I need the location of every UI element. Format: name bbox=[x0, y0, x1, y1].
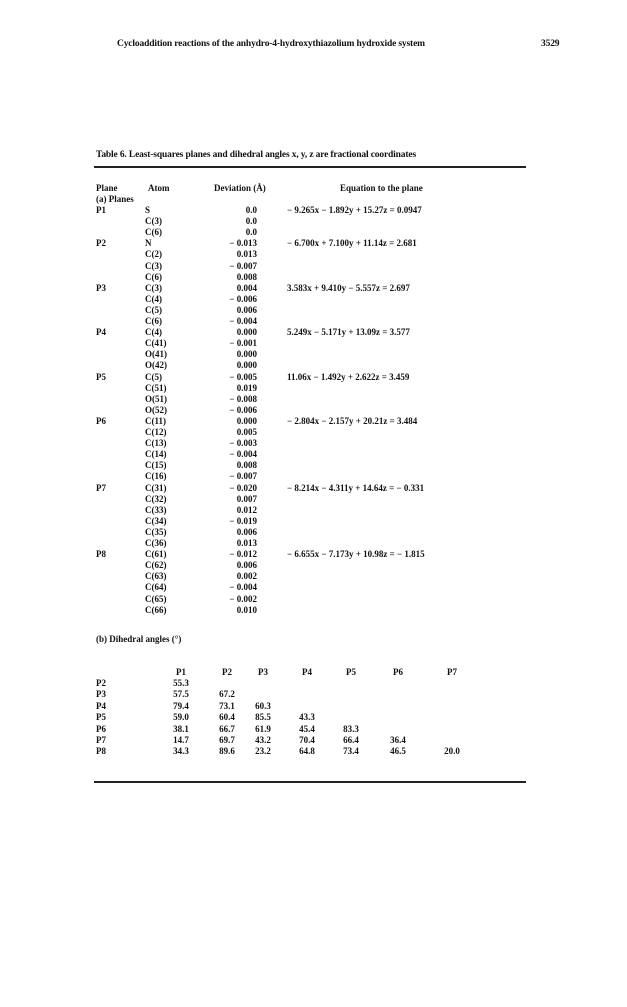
atom-label: C(3) bbox=[145, 216, 162, 227]
atom-label: O(41) bbox=[145, 349, 167, 360]
deviation-value: − 0.005 bbox=[229, 371, 257, 382]
plane-label: P7 bbox=[96, 482, 106, 493]
deviation-value: − 0.004 bbox=[229, 449, 257, 460]
deviation-value: 0.019 bbox=[236, 382, 257, 393]
table-bottom-rule bbox=[94, 781, 526, 783]
header-equation: Equation to the plane bbox=[340, 183, 423, 193]
plane-equation: − 6.700x + 7.100y + 11.14z = 2.681 bbox=[287, 238, 417, 249]
dihedral-angle-value: 43.3 bbox=[299, 712, 315, 723]
dihedral-row-label: P3 bbox=[96, 689, 106, 700]
header-deviation: Deviation (Å) bbox=[214, 183, 266, 193]
atom-label: C(6) bbox=[145, 316, 162, 326]
atom-label: O(52) bbox=[145, 404, 167, 415]
atom-label: C(63) bbox=[145, 571, 167, 582]
dihedral-angle-value: 55.3 bbox=[173, 678, 189, 688]
deviation-value: 0.000 bbox=[236, 327, 257, 338]
atom-label: C(16) bbox=[145, 471, 167, 482]
deviation-value: 0.004 bbox=[236, 282, 257, 293]
dihedral-angle-value: 20.0 bbox=[444, 746, 460, 757]
plane-label: P4 bbox=[96, 327, 106, 338]
dihedral-column-header: P3 bbox=[258, 667, 268, 677]
atom-label: C(4) bbox=[145, 293, 162, 304]
atom-label: S bbox=[145, 205, 151, 215]
dihedral-column-header: P6 bbox=[393, 667, 403, 677]
atom-label: C(36) bbox=[145, 538, 167, 548]
deviation-value: 0.000 bbox=[236, 415, 257, 426]
dihedral-angle-value: 66.4 bbox=[343, 735, 359, 745]
plane-label: P2 bbox=[96, 238, 106, 249]
atom-label: C(6) bbox=[145, 227, 162, 238]
atom-label: C(64) bbox=[145, 582, 167, 593]
dihedral-angle-value: 14.7 bbox=[173, 735, 189, 745]
dihedral-row-label: P6 bbox=[96, 723, 106, 734]
deviation-value: − 0.006 bbox=[229, 404, 257, 415]
atom-label: C(5) bbox=[145, 371, 162, 382]
deviation-value: − 0.013 bbox=[229, 238, 257, 249]
dihedral-column-header: P2 bbox=[222, 667, 232, 677]
atom-label: O(51) bbox=[145, 393, 167, 404]
deviation-value: 0.006 bbox=[236, 526, 257, 537]
deviation-value: − 0.012 bbox=[229, 549, 257, 560]
deviation-value: − 0.020 bbox=[229, 482, 257, 493]
dihedral-angle-value: 61.9 bbox=[255, 723, 271, 734]
dihedral-angle-value: 23.2 bbox=[255, 746, 271, 757]
plane-label: P3 bbox=[96, 282, 106, 293]
dihedral-angle-value: 79.4 bbox=[173, 700, 189, 711]
deviation-value: 0.013 bbox=[236, 249, 257, 260]
dihedral-column-header: P4 bbox=[302, 667, 312, 677]
dihedral-angle-value: 60.3 bbox=[255, 700, 271, 711]
deviation-value: 0.006 bbox=[236, 304, 257, 315]
plane-label: P1 bbox=[96, 205, 106, 215]
plane-equation: − 8.214x − 4.311y + 14.64z = − 0.331 bbox=[287, 482, 425, 493]
dihedral-angle-value: 36.4 bbox=[390, 735, 406, 745]
dihedral-column-header: P7 bbox=[447, 667, 457, 677]
deviation-value: − 0.006 bbox=[229, 293, 257, 304]
dihedral-angle-value: 38.1 bbox=[173, 723, 189, 734]
deviation-value: 0.008 bbox=[236, 460, 257, 471]
atom-label: C(31) bbox=[145, 482, 167, 493]
deviation-value: − 0.019 bbox=[229, 515, 257, 526]
atom-label: C(33) bbox=[145, 504, 167, 515]
header-atom: Atom bbox=[148, 183, 170, 193]
deviation-value: − 0.007 bbox=[229, 471, 257, 482]
running-title: Cycloaddition reactions of the anhydro-4-hydroxythiazolium hydroxide system bbox=[117, 39, 425, 49]
deviation-value: − 0.004 bbox=[229, 582, 257, 593]
dihedral-angle-value: 73.4 bbox=[343, 746, 359, 757]
dihedral-angle-value: 66.7 bbox=[219, 723, 235, 734]
deviation-value: − 0.002 bbox=[229, 593, 257, 604]
plane-equation: 11.06x − 1.492y + 2.622z = 3.459 bbox=[287, 371, 410, 382]
atom-label: C(35) bbox=[145, 526, 167, 537]
plane-equation: 5.249x − 5.171y + 13.09z = 3.577 bbox=[287, 327, 410, 338]
dihedral-angle-value: 67.2 bbox=[219, 689, 235, 700]
table-caption: Table 6. Least-squares planes and dihedral angles x, y, z are fractional coordinates bbox=[96, 150, 417, 160]
atom-label: C(3) bbox=[145, 282, 162, 293]
plane-equation: − 9.265x − 1.892y + 15.27z = 0.0947 bbox=[287, 205, 422, 215]
dihedral-column-header: P1 bbox=[176, 667, 186, 677]
atom-label: C(6) bbox=[145, 271, 162, 282]
deviation-value: 0.013 bbox=[236, 538, 257, 548]
deviation-value: 0.006 bbox=[236, 560, 257, 571]
plane-label: P6 bbox=[96, 415, 106, 426]
atom-label: C(41) bbox=[145, 338, 167, 349]
section-planes-label: (a) Planes bbox=[96, 194, 134, 204]
atom-label: C(34) bbox=[145, 515, 167, 526]
deviation-value: 0.007 bbox=[236, 493, 257, 504]
deviation-value: − 0.003 bbox=[229, 438, 257, 449]
dihedral-angle-value: 43.2 bbox=[255, 735, 271, 745]
dihedral-angle-value: 59.0 bbox=[173, 712, 189, 723]
dihedral-angle-value: 89.6 bbox=[219, 746, 235, 757]
deviation-value: − 0.007 bbox=[229, 260, 257, 271]
header-plane: Plane bbox=[96, 183, 118, 193]
atom-label: C(4) bbox=[145, 327, 162, 338]
plane-label: P5 bbox=[96, 371, 106, 382]
atom-label: C(32) bbox=[145, 493, 167, 504]
deviation-value: 0.012 bbox=[236, 504, 257, 515]
atom-label: C(11) bbox=[145, 415, 166, 426]
dihedral-angle-value: 69.7 bbox=[219, 735, 235, 745]
dihedral-row-label: P4 bbox=[96, 700, 106, 711]
atom-label: C(2) bbox=[145, 249, 162, 260]
deviation-value: 0.002 bbox=[236, 571, 257, 582]
deviation-value: − 0.001 bbox=[229, 338, 257, 349]
atom-label: C(3) bbox=[145, 260, 162, 271]
dihedral-angle-value: 64.8 bbox=[299, 746, 315, 757]
deviation-value: 0.005 bbox=[236, 427, 257, 437]
dihedral-angle-value: 85.5 bbox=[255, 712, 271, 723]
table-top-rule bbox=[94, 166, 526, 168]
dihedral-angle-value: 60.4 bbox=[219, 712, 235, 723]
dihedral-angle-value: 46.5 bbox=[390, 746, 406, 757]
dihedral-row-label: P2 bbox=[96, 678, 106, 688]
dihedral-angle-value: 73.1 bbox=[219, 700, 235, 711]
dihedral-angle-value: 45.4 bbox=[299, 723, 315, 734]
atom-label: C(12) bbox=[145, 427, 167, 437]
dihedral-angle-value: 83.3 bbox=[343, 723, 359, 734]
deviation-value: 0.000 bbox=[236, 349, 257, 360]
atom-label: C(51) bbox=[145, 382, 167, 393]
atom-label: C(13) bbox=[145, 438, 167, 449]
section-dihedral-label: (b) Dihedral angles (°) bbox=[96, 633, 182, 644]
deviation-value: 0.0 bbox=[245, 227, 257, 238]
deviation-value: 0.0 bbox=[245, 216, 257, 227]
page-number: 3529 bbox=[541, 39, 560, 49]
atom-label: C(5) bbox=[145, 304, 162, 315]
plane-equation: − 6.655x − 7.173y + 10.98z = − 1.815 bbox=[287, 549, 425, 560]
atom-label: C(61) bbox=[145, 549, 167, 560]
deviation-value: − 0.008 bbox=[229, 393, 257, 404]
dihedral-row-label: P7 bbox=[96, 735, 106, 745]
dihedral-angle-value: 34.3 bbox=[173, 746, 189, 757]
plane-equation: − 2.804x − 2.157y + 20.21z = 3.484 bbox=[287, 415, 418, 426]
deviation-value: 0.000 bbox=[236, 360, 257, 371]
deviation-value: 0.010 bbox=[236, 604, 257, 615]
atom-label: N bbox=[145, 238, 152, 249]
atom-label: C(15) bbox=[145, 460, 167, 471]
plane-equation: 3.583x + 9.410y − 5.557z = 2.697 bbox=[287, 282, 410, 293]
dihedral-angle-value: 70.4 bbox=[299, 735, 315, 745]
deviation-value: 0.008 bbox=[236, 271, 257, 282]
atom-label: C(66) bbox=[145, 604, 167, 615]
plane-label: P8 bbox=[96, 549, 106, 560]
atom-label: O(42) bbox=[145, 360, 167, 371]
dihedral-row-label: P8 bbox=[96, 746, 106, 757]
dihedral-column-header: P5 bbox=[346, 667, 356, 677]
dihedral-angle-value: 57.5 bbox=[173, 689, 189, 700]
atom-label: C(65) bbox=[145, 593, 167, 604]
deviation-value: 0.0 bbox=[245, 205, 257, 215]
atom-label: C(14) bbox=[145, 449, 167, 460]
atom-label: C(62) bbox=[145, 560, 167, 571]
dihedral-row-label: P5 bbox=[96, 712, 106, 723]
deviation-value: − 0.004 bbox=[229, 316, 257, 326]
